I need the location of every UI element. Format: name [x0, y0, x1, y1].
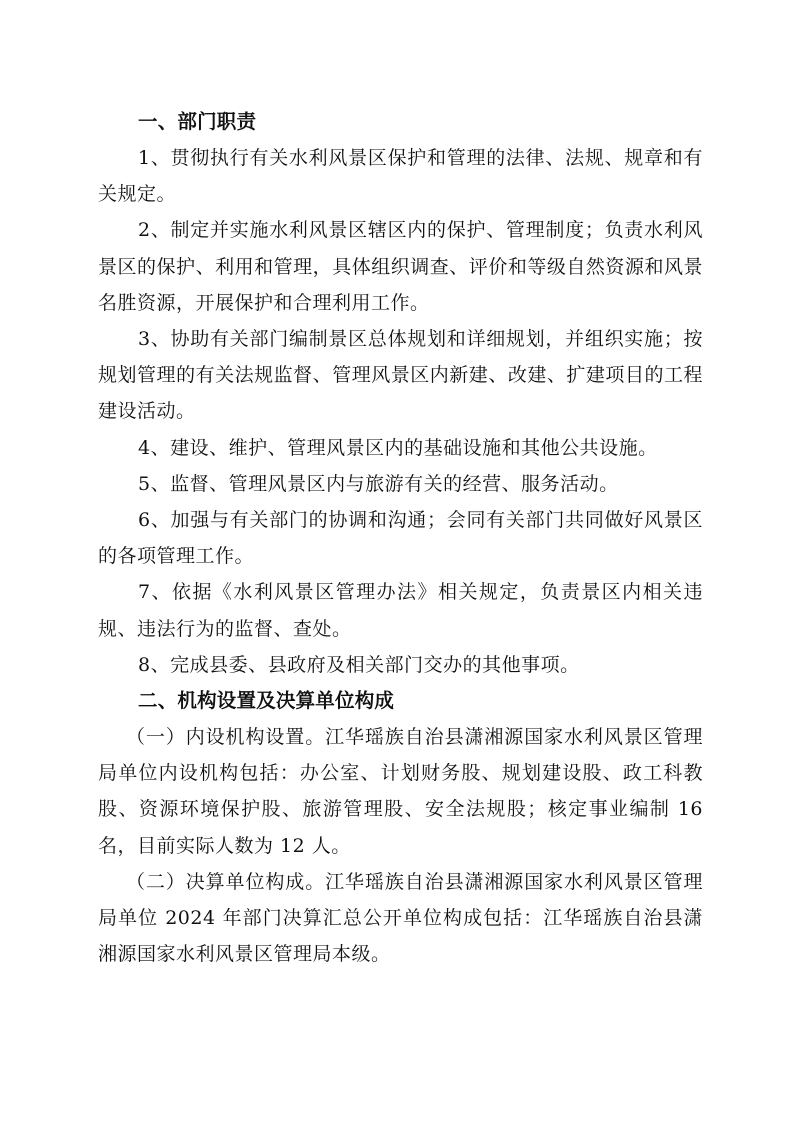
section-heading-duties: 一、部门职责: [138, 110, 257, 133]
duty-item-1: 1、贯彻执行有关水利风景区保护和管理的法律、法规、规章和有关规定。: [98, 147, 703, 206]
duty-item-6: 6、加强与有关部门的协调和沟通；会同有关部门共同做好风景区的各项管理工作。: [98, 509, 703, 568]
duty-item-7: 7、依据《水利风景区管理办法》相关规定，负责景区内相关违规、违法行为的监督、查处。: [98, 581, 703, 640]
duty-item-5: 5、监督、管理风景区内与旅游有关的经营、服务活动。: [138, 472, 619, 495]
org-internal-structure: （一）内设机构设置。江华瑶族自治县潇湘源国家水利风景区管理局单位内设机构包括：办公室、计划财务股、规划建设股、政工科教股、资源环境保护股、旅游管理股、安全法规股；核定事业编制 16 名，目前实际人数为 12 人。: [98, 726, 703, 857]
section-heading-organization: 二、机构设置及决算单位构成: [138, 689, 395, 713]
duty-item-4: 4、建设、维护、管理风景区内的基础设施和其他公共设施。: [138, 436, 658, 459]
duty-item-8: 8、完成县委、县政府及相关部门交办的其他事项。: [138, 653, 580, 676]
duty-item-2: 2、制定并实施水利风景区辖区内的保护、管理制度；负责水利风景区的保护、利用和管理，具体组织调查、评价和等级自然资源和风景名胜资源，开展保护和合理利用工作。: [98, 219, 703, 314]
duty-item-3: 3、协助有关部门编制景区总体规划和详细规划，并组织实施；按规划管理的有关法规监督、管理风景区内新建、改建、扩建项目的工程建设活动。: [98, 328, 703, 423]
org-accounting-units: （二）决算单位构成。江华瑶族自治县潇湘源国家水利风景区管理局单位 2024 年部门决算汇总公开单位构成包括：江华瑶族自治县潇湘源国家水利风景区管理局本级。: [98, 870, 703, 966]
